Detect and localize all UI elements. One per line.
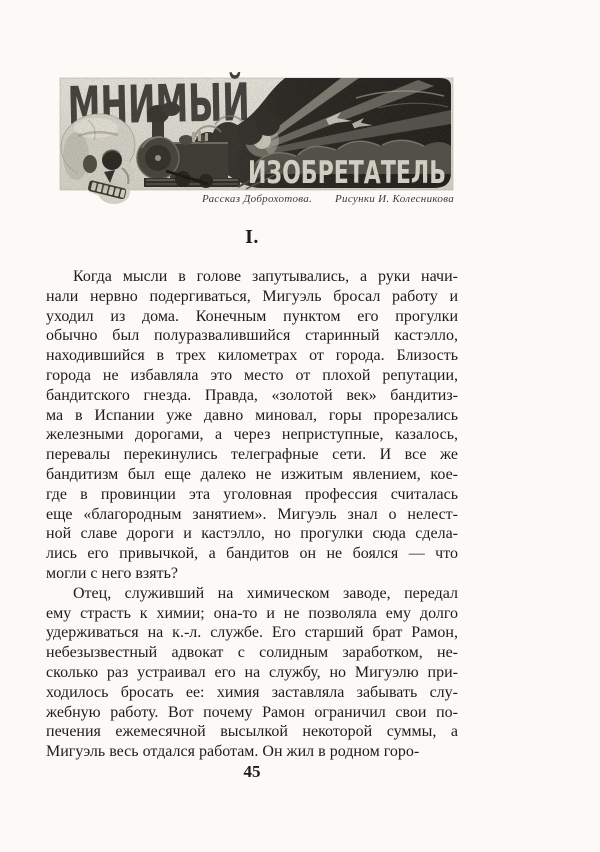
text-line: могли с него взять? — [46, 564, 178, 582]
body-text — [46, 267, 458, 762]
text-line: находившийся в трех километрах от города. Близость — [46, 347, 458, 365]
text-line: лись его привычкой, а бандитов он не боялся — что — [46, 545, 458, 563]
print-grain-overlay — [60, 78, 453, 190]
text-line: жебную работу. Вот почему Рамон ограничил свои по- — [46, 703, 458, 721]
text-line: Когда мысли в голове запутывались, а руки начи- — [73, 268, 458, 285]
text-line: еще «благородным занятием». Мигуэль знал о нелест- — [46, 505, 458, 523]
text-line: печения ежемесячной высылкой некоторой суммы, а — [46, 723, 458, 741]
chapter-heading: I. — [245, 226, 259, 248]
page-number: 45 — [243, 761, 261, 781]
text-line: города не избавляла это место от плохой репутации, — [46, 366, 458, 384]
text-line: небезызвестный адвокат с солидным заработком, не- — [46, 644, 458, 662]
text-column — [46, 226, 458, 780]
text-line: удерживаться на к.-л. службе. Его старший брат Рамон, — [46, 624, 458, 642]
text-line: ему страсть к химии; она-то и не позволяла ему долго — [46, 604, 458, 622]
text-line: уходил из дома. Конечным пунктом его прогулки — [46, 307, 458, 325]
text-line: где в провинции эта уголовная профессия считалась — [46, 485, 458, 503]
text-line: железными дорогами, а через неприступные, казалось, — [46, 426, 458, 444]
text-line: ной славе дороги и кастэлло, но прогулки сюда сдела- — [46, 525, 458, 543]
text-line: сколько раз устраивал его на службу, но Мигуэлю при- — [46, 663, 458, 681]
text-line: Мигуэль весь отдался работам. Он жил в родном горо- — [46, 743, 420, 761]
caption-story-author: Рассказ Доброхотова. — [202, 193, 313, 205]
text-line: нали нервно подергиваться, Мигуэль бросал работу и — [46, 287, 458, 305]
text-line: Отец, служивший на химическом заводе, передал — [73, 584, 458, 602]
text-line: ма в Испании уже давно миновал, горы прорезались — [46, 406, 458, 424]
text-line: бандитского гнезда. Правда, «золотой век» бандитиз- — [46, 386, 458, 404]
caption-illustrator: Рисунки И. Колесникова — [335, 193, 454, 205]
text-line: перевалы перекинулись телеграфные сети. И все же — [46, 446, 458, 464]
text-line: обычно был полуразвалившийся старинный кастэлло, — [46, 327, 458, 345]
header-illustration — [58, 76, 454, 208]
text-line: ходилось бросать ее: химия заставляла забывать слу- — [46, 683, 458, 701]
illustration-captions — [58, 193, 454, 205]
text-line: бандитизм был еще далеко не изжитым явлением, кое- — [46, 465, 458, 483]
